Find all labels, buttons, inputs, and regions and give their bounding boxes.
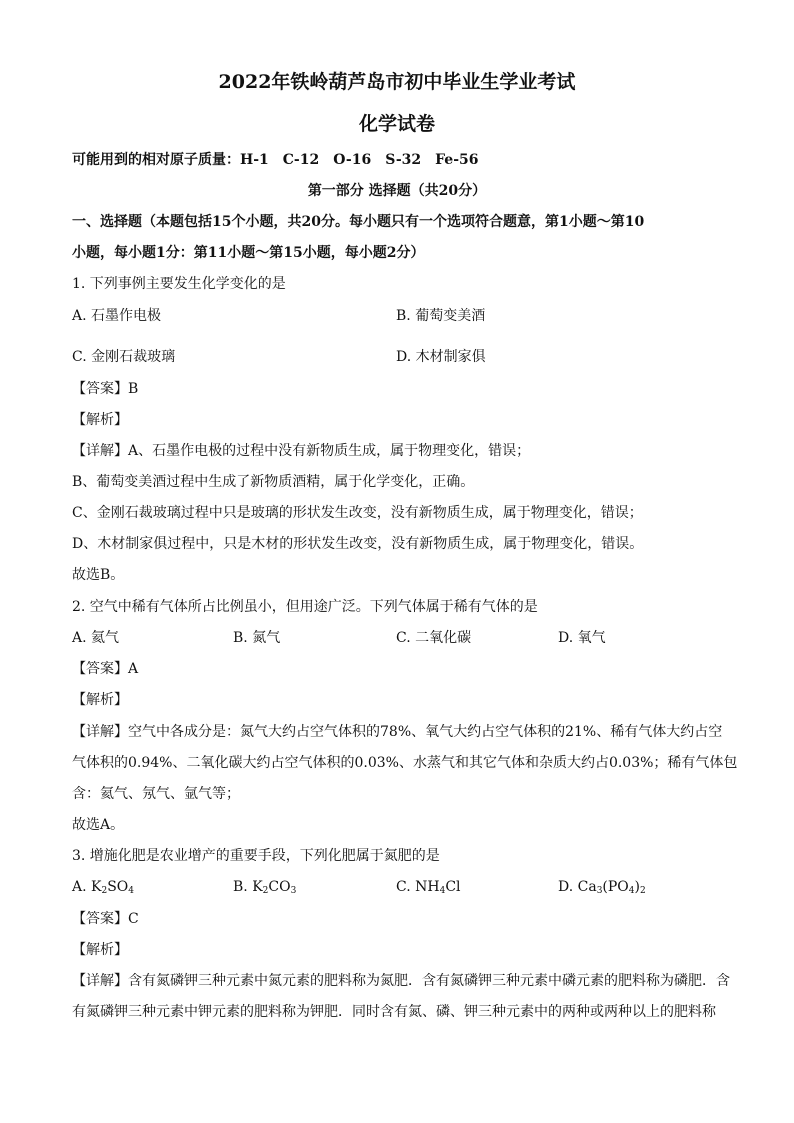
q1-option-b: B. 葡萄变美酒 xyxy=(396,308,486,324)
q2-option-d: D. 氧气 xyxy=(558,630,606,646)
q2-detail-2: 气体积的0.94%、二氧化碳大约占空气体积的0.03%、水蒸气和其它气体和杂质大约占0.03%；稀有气体包 xyxy=(72,755,738,771)
part-heading: 第一部分 选择题（共20分） xyxy=(307,183,487,199)
q1-detail-1: 【详解】A、石墨作电极的过程中没有新物质生成，属于物理变化，错误； xyxy=(72,443,531,459)
q3-option-c: C. $NH_4Cl$ xyxy=(396,879,461,896)
q3-option-a: A. $K_2SO_4$ xyxy=(72,879,135,896)
q3-option-d: D. $Ca_3(PO_4)_2$ xyxy=(558,879,646,896)
q3-answer: 【答案】C xyxy=(72,911,139,927)
section-instructions-line2: 小题，每小题1分：第11小题～第15小题，每小题2分） xyxy=(72,245,425,261)
atomic-mass-note: 可能用到的相对原子质量：H-1 C-12 O-16 S-32 Fe-56 xyxy=(72,152,479,168)
q3-detail-2: 有氮磷钾三种元素中钾元素的肥料称为钾肥．同时含有氮、磷、钾三种元素中的两种或两种以上的肥料称 xyxy=(72,1004,716,1020)
q1-answer: 【答案】B xyxy=(72,381,139,397)
q2-analysis-label: 【解析】 xyxy=(72,692,128,708)
q1-conclusion: 故选B。 xyxy=(72,567,125,583)
exam-title: 2022年铁岭葫芦岛市初中毕业生学业考试 xyxy=(218,71,576,93)
q1-option-c: C. 金刚石裁玻璃 xyxy=(72,349,176,365)
q2-conclusion: 故选A。 xyxy=(72,817,125,833)
q1-analysis-label: 【解析】 xyxy=(72,412,128,428)
exam-subtitle: 化学试卷 xyxy=(358,113,435,135)
q2-answer: 【答案】A xyxy=(72,661,139,677)
q1-option-d: D. 木材制家俱 xyxy=(396,349,486,365)
q2-option-c: C. 二氧化碳 xyxy=(396,630,472,646)
q1-option-a: A. 石墨作电极 xyxy=(72,308,162,324)
q2-detail-1: 【详解】空气中各成分是：氮气大约占空气体积的78%、氧气大约占空气体积的21%、稀有气体大约占空 xyxy=(72,724,723,740)
q1-stem: 1. 下列事例主要发生化学变化的是 xyxy=(72,276,286,292)
q3-option-b: B. $K_2CO_3$ xyxy=(233,879,297,896)
q1-detail-4: D、木材制家俱过程中，只是木材的形状发生改变，没有新物质生成，属于物理变化，错误。 xyxy=(72,536,644,552)
q1-detail-2: B、葡萄变美酒过程中生成了新物质酒精，属于化学变化，正确。 xyxy=(72,474,475,490)
q3-stem: 3. 增施化肥是农业增产的重要手段，下列化肥属于氮肥的是 xyxy=(72,848,440,864)
q2-detail-3: 含：氦气、氖气、氩气等； xyxy=(72,786,240,802)
q1-detail-3: C、金刚石裁玻璃过程中只是玻璃的形状发生改变，没有新物质生成，属于物理变化，错误； xyxy=(72,505,643,521)
q3-analysis-label: 【解析】 xyxy=(72,942,128,958)
q3-detail-1: 【详解】含有氮磷钾三种元素中氮元素的肥料称为氮肥．含有氮磷钾三种元素中磷元素的肥料称为磷肥．含 xyxy=(72,973,730,989)
q2-option-a: A. 氦气 xyxy=(72,630,120,646)
q2-stem: 2. 空气中稀有气体所占比例虽小，但用途广泛。下列气体属于稀有气体的是 xyxy=(72,599,538,615)
section-instructions-line1: 一、选择题（本题包括15个小题，共20分。每小题只有一个选项符合题意，第1小题～第10 xyxy=(72,214,645,230)
q2-option-b: B. 氮气 xyxy=(233,630,281,646)
